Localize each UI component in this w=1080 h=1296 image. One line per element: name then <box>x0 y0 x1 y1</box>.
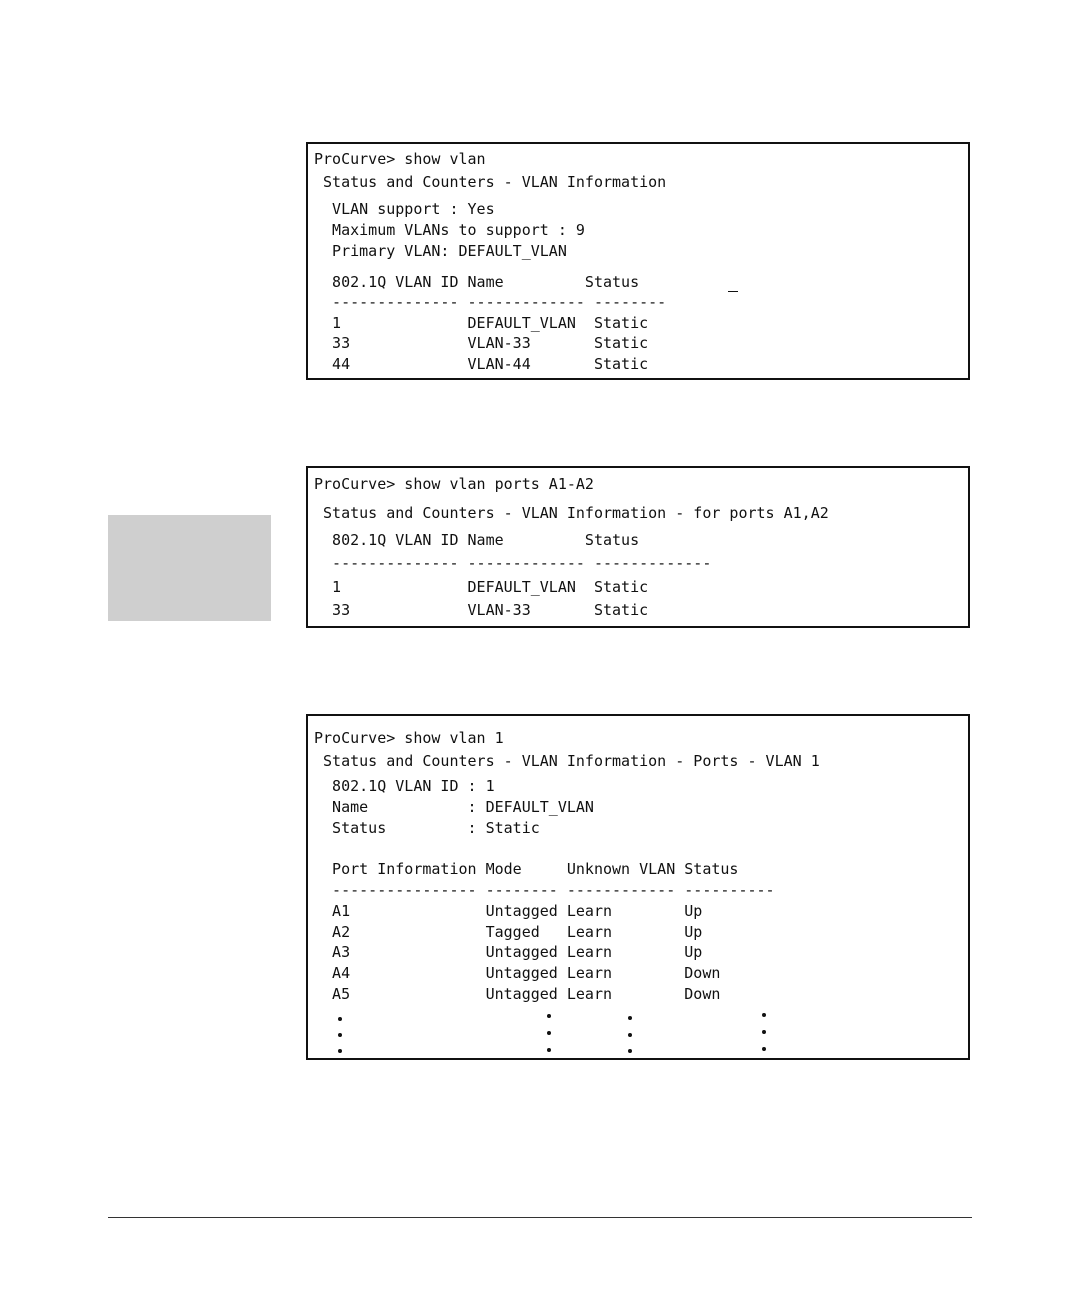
table-rule: ---------------- -------- ------------ ---------- <box>314 881 775 899</box>
info-line: VLAN support : Yes <box>314 200 495 218</box>
side-tab-marker <box>108 515 271 621</box>
ellipsis-dot <box>762 1030 766 1034</box>
table-rule: -------------- ------------- -------- <box>314 293 667 311</box>
info-line: Status : Static <box>314 819 540 837</box>
table-row: A5 Untagged Learn Down <box>314 985 721 1003</box>
table-row: A4 Untagged Learn Down <box>314 964 721 982</box>
info-line: 802.1Q VLAN ID : 1 <box>314 777 495 795</box>
ellipsis-dot <box>547 1031 551 1035</box>
ellipsis-dot <box>338 1033 342 1037</box>
footer-divider <box>108 1217 972 1218</box>
table-header: 802.1Q VLAN ID Name Status <box>314 273 640 291</box>
table-header: 802.1Q VLAN ID Name Status <box>314 531 640 549</box>
table-row: 33 VLAN-33 Static <box>314 334 649 352</box>
table-row: A1 Untagged Learn Up <box>314 902 703 920</box>
command-line: ProCurve> show vlan 1 <box>314 729 504 747</box>
command-line: ProCurve> show vlan ports A1-A2 <box>314 475 594 493</box>
table-row: 44 VLAN-44 Static <box>314 355 649 373</box>
ellipsis-dot <box>628 1049 632 1053</box>
info-line: Maximum VLANs to support : 9 <box>314 221 585 239</box>
terminal-show-vlan <box>306 142 970 380</box>
ellipsis-dot <box>547 1014 551 1018</box>
table-header: Port Information Mode Unknown VLAN Status <box>314 860 739 878</box>
table-row: A3 Untagged Learn Up <box>314 943 703 961</box>
table-row: 1 DEFAULT_VLAN Static <box>314 578 649 596</box>
ellipsis-dot <box>338 1049 342 1053</box>
ellipsis-dot <box>547 1048 551 1052</box>
table-row: A2 Tagged Learn Up <box>314 923 703 941</box>
info-line: Primary VLAN: DEFAULT_VLAN <box>314 242 567 260</box>
ellipsis-dot <box>762 1013 766 1017</box>
info-line: Name : DEFAULT_VLAN <box>314 798 594 816</box>
stray-mark <box>728 291 738 292</box>
ellipsis-dot <box>628 1033 632 1037</box>
ellipsis-dot <box>338 1017 342 1021</box>
ellipsis-dot <box>628 1016 632 1020</box>
heading-line: Status and Counters - VLAN Information <box>314 173 667 191</box>
terminal-show-vlan-ports <box>306 466 970 628</box>
command-line: ProCurve> show vlan <box>314 150 486 168</box>
terminal-show-vlan-1 <box>306 714 970 1060</box>
table-rule: -------------- ------------- ------------- <box>314 554 712 572</box>
heading-line: Status and Counters - VLAN Information - Ports - VLAN 1 <box>314 752 820 770</box>
table-row: 33 VLAN-33 Static <box>314 601 649 619</box>
table-row: 1 DEFAULT_VLAN Static <box>314 314 649 332</box>
ellipsis-dot <box>762 1047 766 1051</box>
heading-line: Status and Counters - VLAN Information - for ports A1,A2 <box>314 504 829 522</box>
